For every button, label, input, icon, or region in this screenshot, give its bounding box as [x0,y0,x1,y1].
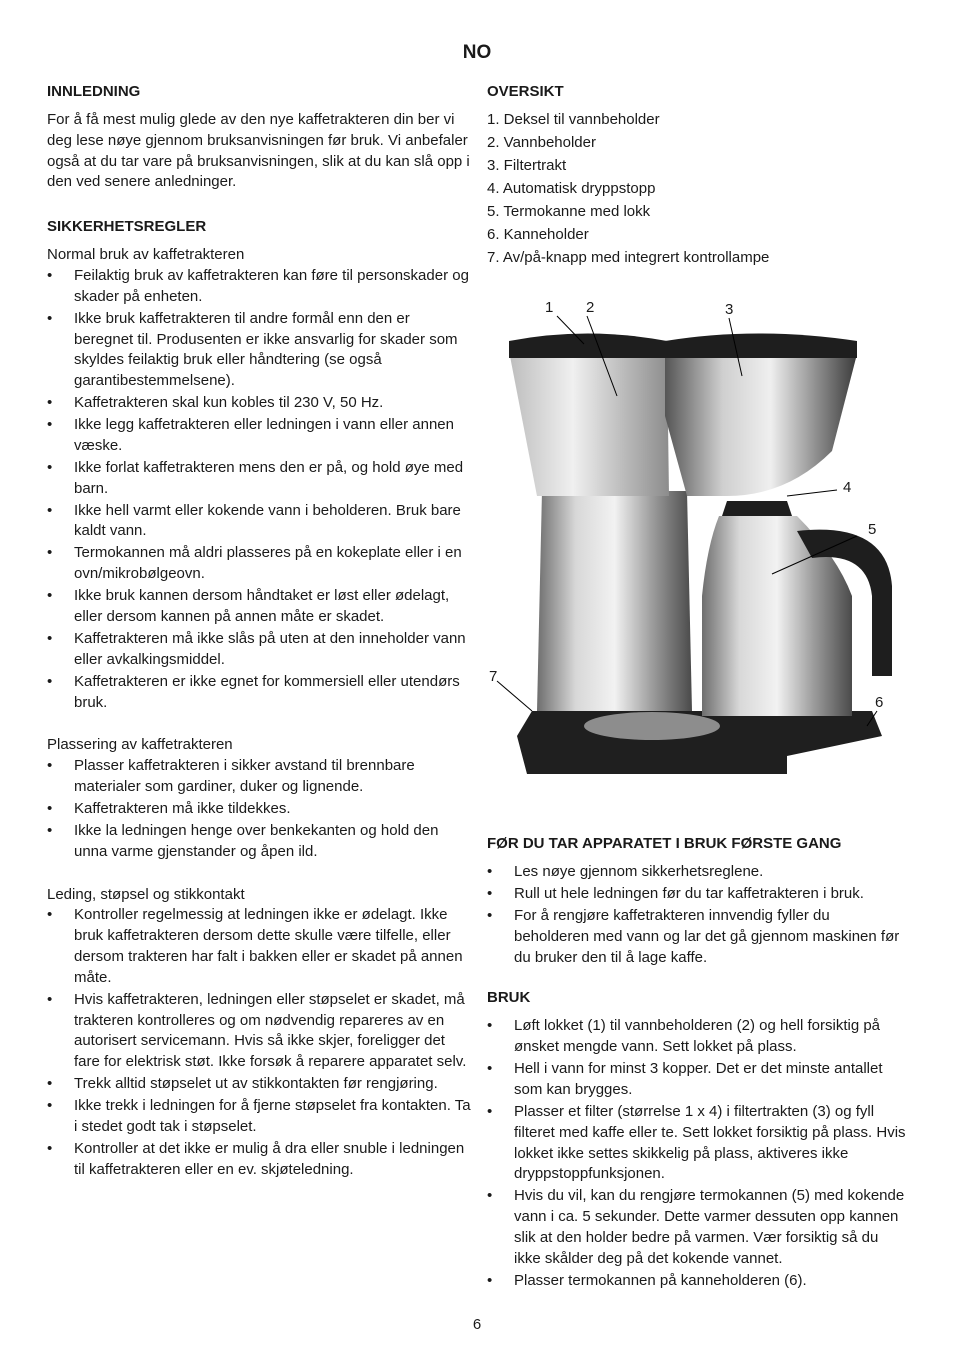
list-item: • Plasser kaffetrakteren i sikker avstand til brennbare materialer som gardiner, duker og lignende. [47,756,472,798]
callout-4: 4 [843,479,852,496]
normal-use-list [47,266,472,713]
list-item: • Ikke hell varmt eller kokende vann i beholderen. Bruk bare kaldt vann. [47,501,472,543]
list-item: • Ikke la ledningen henge over benkekanten og hold den unna varme gjenstander og åpen ild. [47,821,472,863]
cord-list [47,905,472,1180]
cord-heading: Leding, støpsel og stikkontakt [47,885,245,903]
list-item: • Ikke legg kaffetrakteren eller ledningen i vann eller annen væske. [47,415,472,457]
list-item: • Les nøye gjennom sikkerhetsreglene. [487,862,907,883]
list-item: • Kontroller at det ikke er mulig å dra eller snuble i ledningen til kaffetrakteren eller en ev. skjøteledning. [47,1139,472,1181]
overview-list [487,108,907,269]
list-item: • Kontroller regelmessig at ledningen ikke er ødelagt. Ikke bruk kaffetrakteren dersom dette skulle være tilfelle, eller dersom trakteren har falt i bakken eller er skadet på annen måte. [47,905,472,988]
list-item: • Hell i vann for minst 3 kopper. Det er det minste antallet som kan brygges. [487,1059,907,1101]
list-item: • Løft lokket (1) til vannbeholderen (2) og hell forsiktig på ønsket mengde vann. Sett lokket på plass. [487,1016,907,1058]
list-item: • Hvis kaffetrakteren, ledningen eller støpselet er skadet, må trakteren kontrolleres og om nødvendig repareres av en autorisert servicemann. Hvis så ikke skjer, foreligger det fare for elektrisk støt. Ikke forsøk å reparere apparatet selv. [47,990,472,1073]
list-item: • Feilaktig bruk av kaffetrakteren kan føre til personskader og skader på enheten. [47,266,472,308]
use-list [487,1016,907,1291]
right-lower-column [487,834,907,1293]
body-column [537,491,692,711]
callout-2: 2 [586,299,595,316]
coffee-maker-figure [487,296,892,781]
overview-item: 3. Filtertrakt [487,157,567,174]
callout-3: 3 [725,301,734,318]
overview-item: 6. Kanneholder [487,226,589,243]
safety-heading: SIKKERHETSREGLER [47,218,207,236]
overview-item: 4. Automatisk dryppstopp [487,180,656,197]
first-use-list [487,862,907,968]
tank-lid [509,334,667,359]
list-item: • For å rengjøre kaffetrakteren innvendig fyller du beholderen med vann og lar det gå gjennom maskinen før du bruker den til å lage kaffe. [487,906,907,968]
list-item: • Plasser termokannen på kanneholderen (6). [487,1271,907,1292]
filter-funnel [665,354,857,496]
placement-heading: Plassering av kaffetrakteren [47,736,233,754]
list-item: • Ikke bruk kannen dersom håndtaket er løst eller ødelagt, eller dersom kannen på annen måte er skadet. [47,586,472,628]
callout-5: 5 [868,521,877,538]
list-item: • Plasser et filter (størrelse 1 x 4) i filtertrakten (3) og fyll filteret med kaffe eller te. Sett lokket forsiktig på plass. Hvis lokket ikke settes skikkelig på plass, aktiveres ikke dryppstoppfunksjonen. [487,1102,907,1185]
callout-1: 1 [545,299,554,316]
list-item: • Kaffetrakteren må ikke tildekkes. [47,799,472,820]
overview-item: 7. Av/på-knapp med integrert kontrollampe [487,249,770,266]
normal-use-heading: Normal bruk av kaffetrakteren [47,246,245,264]
callout-7: 7 [489,668,498,685]
list-item: • Kaffetrakteren må ikke slås på uten at den inneholder vann eller avkalkingsmiddel. [47,629,472,671]
list-item: • Ikke bruk kaffetrakteren til andre formål enn den er beregnet til. Produsenten er ikke ansvarlig for skader som skyldes feilaktig bruk eller håndtering (se også garantibestemmelsene). [47,309,472,392]
overview-heading: OVERSIKT [487,83,564,100]
placement-list [47,756,472,862]
carafe-lid [722,501,792,516]
intro-text: For å få mest mulig glede av den nye kaffetrakteren din ber vi deg lese nøye gjennom bruksanvisningen før bruk. Vi anbefaler også at du tar vare på bruksanvisningen, slik at du kan slå opp i den ved senere anledninger. [47,111,470,191]
list-item: • Termokannen må aldri plasseres på en kokeplate eller i en ovn/mikrobølgeovn. [47,543,472,585]
page-number: 6 [472,1316,482,1333]
right-column [487,82,907,269]
overview-item: 5. Termokanne med lokk [487,203,651,220]
water-tank [509,351,669,496]
callout-6: 6 [875,694,884,711]
first-use-heading: FØR DU TAR APPARATET I BRUK FØRSTE GANG [487,835,842,852]
use-heading: BRUK [487,989,531,1007]
list-item: • Kaffetrakteren skal kun kobles til 230 V, 50 Hz. [47,393,472,414]
list-item: • Ikke trekk i ledningen for å fjerne støpselet fra kontakten. Ta i stedet godt tak i støpselet. [47,1096,472,1138]
overview-item: 1. Deksel til vannbeholder [487,111,660,128]
coffee-maker-illustration [487,296,892,781]
left-column [47,82,472,1182]
overview-item: 2. Vannbeholder [487,134,596,151]
list-item: • Kaffetrakteren er ikke egnet for kommersiell eller utendørs bruk. [47,672,472,714]
language-code: NO [462,42,492,63]
list-item: • Rull ut hele ledningen før du tar kaffetrakteren i bruk. [487,884,907,905]
list-item: • Hvis du vil, kan du rengjøre termokannen (5) med kokende vann i ca. 5 sekunder. Dette varmer dessuten opp kannen slik at den holder bedre på varmen. Vær forsiktig så du ikke skålder deg på det kokende vannet. [487,1186,907,1269]
list-item: • Ikke forlat kaffetrakteren mens den er på, og hold øye med barn. [47,458,472,500]
warming-pad [584,712,720,740]
intro-heading: INNLEDNING [47,83,141,100]
list-item: • Trekk alltid støpselet ut av stikkontakten før rengjøring. [47,1074,472,1095]
funnel-lid [665,334,857,359]
